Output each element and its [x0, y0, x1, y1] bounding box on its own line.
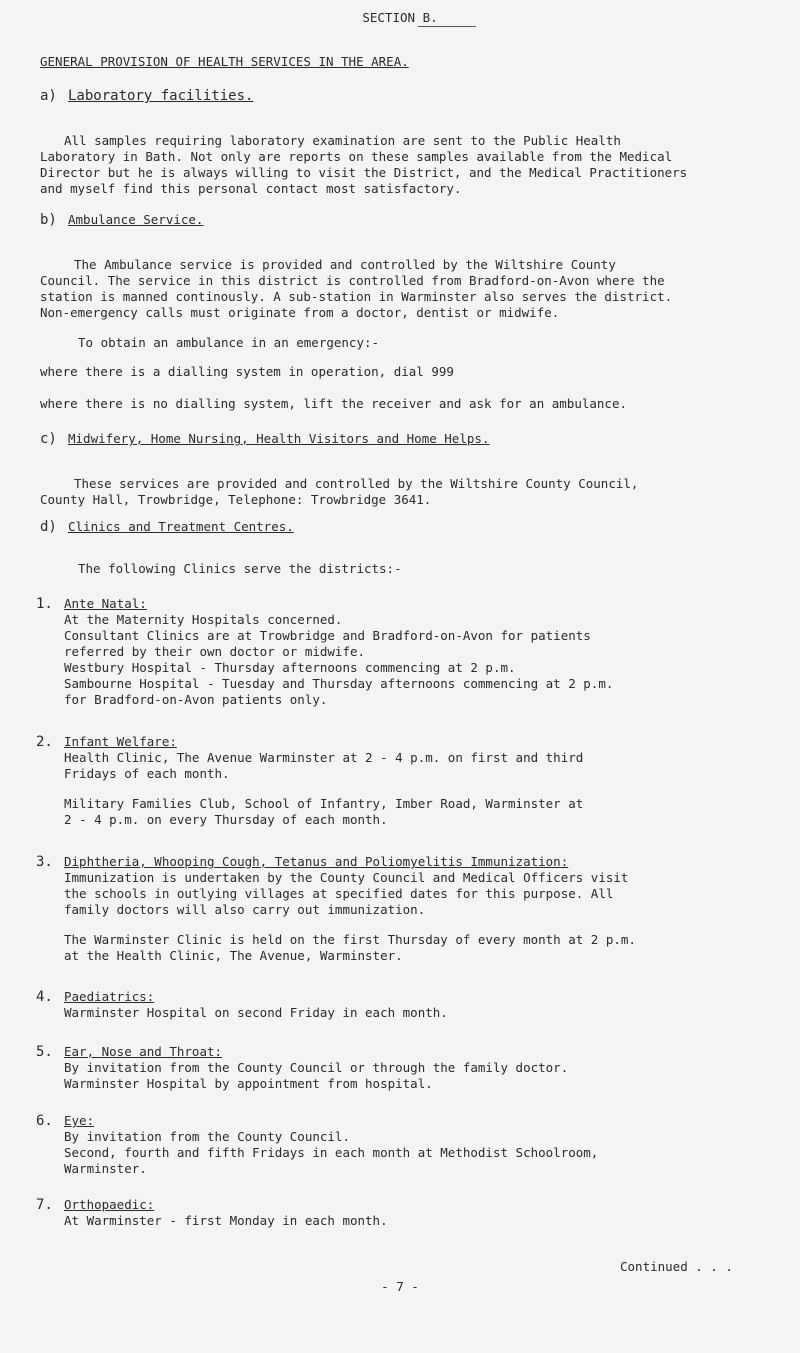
- section-a-label: a): [40, 88, 57, 104]
- clinic-item-number: 5.: [36, 1044, 53, 1060]
- section-a-heading: Laboratory facilities.: [68, 88, 254, 104]
- clinic-line: Warminster Hospital by appointment from hospital.: [64, 1076, 433, 1091]
- section-a-line: All samples requiring laboratory examination are sent to the Public Health: [64, 133, 621, 148]
- section-d-intro: The following Clinics serve the districts:-: [78, 561, 402, 576]
- section-c-line: County Hall, Trowbridge, Telephone: Trowbridge 3641.: [40, 492, 432, 507]
- section-a-body: [40, 133, 769, 197]
- section-d-heading: Clinics and Treatment Centres.: [68, 519, 294, 534]
- clinic-line: Warminster.: [64, 1161, 147, 1176]
- clinic-line: By invitation from the County Council or through the family doctor.: [64, 1060, 569, 1075]
- section-b-label: b): [40, 212, 57, 228]
- clinic-heading-infant-welfare: Infant Welfare:: [64, 734, 177, 749]
- clinic-line: [64, 918, 769, 932]
- clinic-line: Military Families Club, School of Infantry, Imber Road, Warminster at: [64, 796, 584, 811]
- clinic-line: At Warminster - first Monday in each month.: [64, 1213, 388, 1228]
- clinic-item-number: 6.: [36, 1113, 53, 1129]
- section-b-line: station is manned continously. A sub-station in Warminster also serves the district.: [40, 289, 673, 304]
- clinic-line: [64, 782, 769, 796]
- clinic-line: for Bradford-on-Avon patients only.: [64, 692, 328, 707]
- clinic-heading-ent: Ear, Nose and Throat:: [64, 1044, 223, 1059]
- clinic-line: the schools in outlying villages at specified dates for this purpose. All: [64, 886, 614, 901]
- clinic-line: family doctors will also carry out immunization.: [64, 902, 426, 917]
- clinic-line: Sambourne Hospital - Tuesday and Thursday afternoons commencing at 2 p.m.: [64, 676, 614, 691]
- clinic-body-ent: [64, 1060, 769, 1092]
- section-a-line: Laboratory in Bath. Not only are reports on these samples available from the Medical: [40, 149, 673, 164]
- clinic-line: Fridays of each month.: [64, 766, 230, 781]
- section-a-line: and myself find this personal contact most satisfactory.: [40, 181, 462, 196]
- clinic-item-number: 3.: [36, 854, 53, 870]
- clinic-body-orthopaedic: [64, 1213, 769, 1229]
- section-b-line: Non-emergency calls must originate from a doctor, dentist or midwife.: [40, 305, 560, 320]
- section-c-label: c): [40, 431, 57, 447]
- clinic-body-paediatrics: [64, 1005, 769, 1021]
- section-title-rule: [418, 26, 476, 27]
- clinic-heading-immunization: Diphtheria, Whooping Cough, Tetanus and Poliomyelitis Immunization:: [64, 854, 569, 869]
- clinic-line: The Warminster Clinic is held on the first Thursday of every month at 2 p.m.: [64, 932, 636, 947]
- section-b-body: [40, 257, 769, 321]
- section-title: SECTION B.: [362, 10, 438, 25]
- section-d-label: d): [40, 519, 57, 535]
- continued-note: Continued . . .: [620, 1259, 733, 1274]
- section-b-line: The Ambulance service is provided and controlled by the Wiltshire County: [74, 257, 616, 272]
- clinic-heading-eye: Eye:: [64, 1113, 95, 1128]
- page-heading: GENERAL PROVISION OF HEALTH SERVICES IN THE AREA.: [40, 54, 409, 69]
- clinic-line: Consultant Clinics are at Trowbridge and Bradford-on-Avon for patients: [64, 628, 591, 643]
- section-c-line: These services are provided and controlled by the Wiltshire County Council,: [74, 476, 639, 491]
- section-c-body: [40, 476, 769, 508]
- dialling-instruction: where there is a dialling system in operation, dial 999: [40, 364, 454, 379]
- clinic-line: Second, fourth and fifth Fridays in each month at Methodist Schoolroom,: [64, 1145, 599, 1160]
- clinic-line: Immunization is undertaken by the County Council and Medical Officers visit: [64, 870, 629, 885]
- clinic-line: referred by their own doctor or midwife.: [64, 644, 366, 659]
- clinic-body-eye: [64, 1129, 769, 1177]
- clinic-item-number: 7.: [36, 1197, 53, 1213]
- clinic-line: By invitation from the County Council.: [64, 1129, 350, 1144]
- clinic-item-number: 2.: [36, 734, 53, 750]
- clinic-body-infant-welfare: [64, 750, 769, 828]
- clinic-line: At the Maternity Hospitals concerned.: [64, 612, 343, 627]
- section-c-heading: Midwifery, Home Nursing, Health Visitors and Home Helps.: [68, 431, 490, 446]
- clinic-line: 2 - 4 p.m. on every Thursday of each month.: [64, 812, 388, 827]
- clinic-item-number: 4.: [36, 989, 53, 1005]
- clinic-heading-ante-natal: Ante Natal:: [64, 596, 147, 611]
- emergency-intro: To obtain an ambulance in an emergency:-: [78, 335, 380, 350]
- clinic-line: Health Clinic, The Avenue Warminster at 2 - 4 p.m. on first and third: [64, 750, 584, 765]
- clinic-body-immunization: [64, 870, 769, 964]
- clinic-heading-paediatrics: Paediatrics:: [64, 989, 155, 1004]
- page-number: - 7 -: [381, 1279, 419, 1294]
- clinic-body-ante-natal: [64, 612, 769, 708]
- section-b-heading: Ambulance Service.: [68, 212, 204, 227]
- clinic-line: Westbury Hospital - Thursday afternoons commencing at 2 p.m.: [64, 660, 516, 675]
- clinic-line: at the Health Clinic, The Avenue, Warminster.: [64, 948, 403, 963]
- section-a-line: Director but he is always willing to visit the District, and the Medical Practitioners: [40, 165, 688, 180]
- clinic-line: Warminster Hospital on second Friday in each month.: [64, 1005, 448, 1020]
- section-b-line: Council. The service in this district is controlled from Bradford-on-Avon where the: [40, 273, 665, 288]
- no-dialling-instruction: where there is no dialling system, lift the receiver and ask for an ambulance.: [40, 396, 627, 411]
- clinic-item-number: 1.: [36, 596, 53, 612]
- clinic-heading-orthopaedic: Orthopaedic:: [64, 1197, 155, 1212]
